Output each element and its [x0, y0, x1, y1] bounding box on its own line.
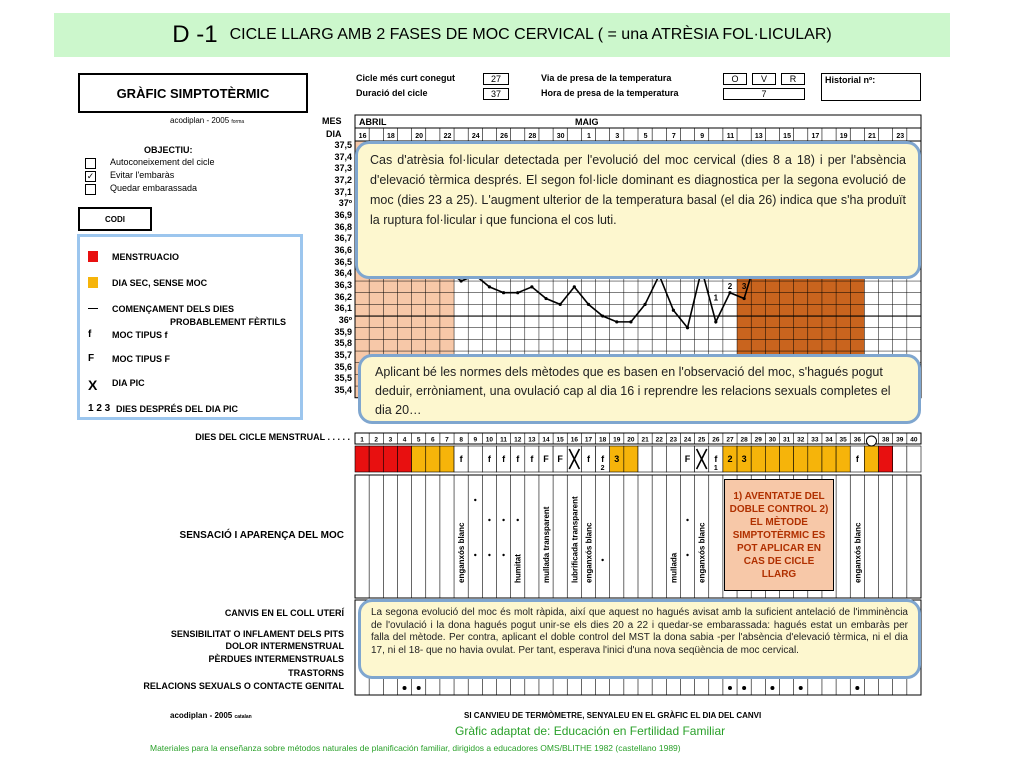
date-label: 30 — [556, 133, 565, 140]
cycle-day-number: 1 — [360, 436, 364, 444]
code-cell — [907, 446, 921, 472]
code-cell — [397, 446, 411, 472]
mucus-dot — [686, 554, 688, 556]
mucus-dot — [502, 519, 504, 521]
temperature-label: 37,4 — [334, 151, 352, 162]
post-shift-day: 3 — [741, 282, 747, 292]
mucus-dot — [488, 554, 490, 556]
brand-text: acodiplan - 2005 — [170, 116, 230, 125]
code-symbol: f — [855, 454, 859, 464]
temperature-label: 36,8 — [334, 221, 352, 232]
temperature-label: 35,6 — [334, 361, 352, 372]
temperature-label: 37,5 — [334, 140, 352, 150]
legend-symbol: 1 2 3 — [88, 403, 111, 414]
code-symbol: F — [543, 454, 549, 464]
date-label: 5 — [643, 133, 648, 140]
cycle-day-number: 8 — [459, 436, 463, 444]
date-label: 18 — [386, 133, 395, 140]
chart-code: D -1 — [172, 21, 218, 48]
cycle-day-number: 21 — [641, 436, 649, 444]
legend-symbol: X — [88, 377, 98, 393]
temperature-label: 37,1 — [334, 186, 352, 197]
mucus-description: enganxós blanc — [584, 522, 594, 583]
footer-note: SI CANVIEU DE TERMÒMETRE, SENYALEU EN EL GRÀFIC EL DIA DEL CANVI — [464, 711, 762, 720]
codi-box: CODI — [78, 207, 152, 231]
code-subscript: 2 — [600, 465, 605, 472]
month-axis-label: MES — [322, 116, 342, 126]
code-cell — [412, 446, 426, 472]
cycle-day-number: 13 — [528, 436, 536, 444]
cycle-day-number: 9 — [473, 436, 478, 444]
code-cell — [864, 446, 878, 472]
callout-bottom-text: La segona evolució del moc és molt ràpida, així que aquest no hagués avisat amb la suficient antelació de l'imminència de l'ovulació i la dona hagués pogut unir-se els dies 20 a 22 i quedar-se embarassada: hagués estat un embaràs per falla del mètode. Per contra, aplicant el doble control del MST la dona sabia -per l'absència d'elevació tèrmica, ni el dia 17, ni el 18- que no havia ovulat. Per tant, esperava l'inici d'una nova seqüència de moc cervical. — [371, 607, 908, 656]
temperature-point — [488, 285, 491, 288]
objective-label: Evitar l'embaràs — [110, 170, 175, 180]
cycle-day-number: 16 — [570, 436, 578, 444]
code-cell — [794, 446, 808, 472]
code-symbol: f — [502, 454, 506, 464]
post-shift-day: 2 — [727, 282, 733, 292]
cycle-day-number: 7 — [445, 436, 449, 444]
legend-label: MENSTRUACIO — [112, 251, 179, 262]
code-cell — [468, 446, 482, 472]
date-label: 26 — [500, 133, 508, 140]
date-label: 9 — [700, 133, 705, 140]
temperature-label: 37º — [338, 198, 352, 209]
code-cell — [440, 446, 454, 472]
code-cell — [652, 446, 666, 472]
code-cell — [638, 446, 652, 472]
temperature-label: 36,4 — [334, 268, 352, 279]
cycle-day-number: 34 — [825, 436, 833, 444]
cycle-day-number: 12 — [514, 436, 522, 444]
mucus-description: enganxós blanc — [853, 522, 863, 583]
cycle-day-number: 22 — [655, 436, 663, 444]
footer-source: Materiales para la enseñanza sobre métodos naturales de planificación familiar, dirigidos a educadores OMS/BLITHE 1982 (castellano 1989) — [150, 743, 681, 753]
cycle-day-number: 28 — [740, 436, 748, 444]
cycle-days-label: DIES DEL CICLE MENSTRUAL . . . . . — [195, 432, 350, 442]
cycle-day-number: 2 — [374, 436, 379, 444]
code-cell — [751, 446, 765, 472]
temperature-point — [728, 291, 731, 294]
mucus-dot — [474, 554, 476, 556]
time-label: Hora de presa de la temperatura — [541, 88, 679, 98]
cycle-days-label-text: DIES DEL CICLE MENSTRUAL — [195, 432, 325, 442]
cycle-day-number: 27 — [726, 436, 734, 444]
temperature-point — [672, 309, 675, 312]
temperature-label: 36,9 — [334, 210, 352, 221]
temperature-point — [743, 297, 746, 300]
temperature-point — [502, 291, 505, 294]
cycle-day-number: 40 — [910, 436, 918, 444]
chart-title: GRÀFIC SIMPTOTÈRMIC — [78, 73, 308, 113]
footer-brand-text: acodiplan - 2005 — [170, 711, 233, 720]
cycle-day-number: 18 — [599, 436, 607, 444]
route-option-r[interactable]: R — [781, 73, 805, 85]
legend-label: MOC TIPUS f — [112, 329, 168, 340]
peak-marker-circle — [866, 436, 876, 446]
temperature-label: 35,5 — [334, 373, 352, 384]
footer-brand-small: catalan — [234, 714, 252, 720]
code-symbol: 3 — [614, 454, 620, 464]
date-label: 24 — [471, 133, 480, 140]
code-symbol: f — [516, 454, 520, 464]
temperature-point — [516, 291, 519, 294]
cycle-day-number: 32 — [797, 436, 805, 444]
legend-symbol: — — [88, 303, 98, 314]
code-cell — [426, 446, 440, 472]
intercourse-dot — [417, 686, 421, 690]
code-symbol: f — [601, 454, 605, 464]
legend-label: PROBABLEMENT FÈRTILS — [170, 317, 286, 327]
cycle-day-number: 6 — [431, 436, 435, 444]
code-symbol: f — [530, 454, 534, 464]
code-cell — [666, 446, 680, 472]
date-label: 28 — [528, 133, 537, 140]
intercourse-dot — [799, 686, 803, 690]
post-shift-day: 1 — [713, 293, 719, 303]
date-label: 11 — [726, 133, 735, 140]
date-label: 17 — [811, 133, 820, 140]
objective-checkbox[interactable]: ✓ — [86, 171, 95, 181]
symptom-row-label: RELACIONS SEXUALS O CONTACTE GENITAL — [143, 681, 344, 691]
date-label: 22 — [443, 133, 452, 140]
route-label: Via de presa de la temperatura — [541, 73, 672, 83]
code-symbol: 2 — [727, 454, 733, 464]
code-symbol: 3 — [741, 454, 747, 464]
banner-title: CICLE LLARG AMB 2 FASES DE MOC CERVICAL ( = una ATRÈSIA FOL·LICULAR) — [229, 26, 832, 43]
date-label: 16 — [358, 133, 367, 140]
code-cell — [836, 446, 850, 472]
temperature-label: 37,3 — [334, 163, 352, 174]
cycle-day-number: 15 — [556, 436, 564, 444]
cycle-day-number: 25 — [698, 436, 706, 444]
temperature-point — [601, 314, 604, 317]
temperature-label: 35,9 — [334, 326, 352, 337]
temperature-point — [686, 326, 689, 329]
cycle-day-number: 24 — [683, 436, 692, 444]
cycle-day-number: 29 — [754, 436, 762, 444]
code-cell — [879, 446, 893, 472]
cycle-day-number: 39 — [896, 436, 904, 444]
intercourse-dot — [770, 686, 774, 690]
code-cell — [780, 446, 794, 472]
mucus-dot — [474, 499, 476, 501]
cycle-day-number: 10 — [485, 436, 494, 444]
code-symbol: f — [459, 454, 463, 464]
objective-title: OBJECTIU: — [144, 145, 193, 155]
date-label: 19 — [839, 133, 848, 140]
mucus-description: lubrificada transparent — [570, 496, 580, 583]
temperature-point — [530, 285, 533, 288]
cycle-day-number: 26 — [712, 436, 720, 444]
code-cell — [765, 446, 779, 472]
symptom-row-label: SENSIBILITAT O INFLAMENT DELS PITS — [170, 629, 344, 639]
cycle-day-number: 19 — [613, 436, 621, 444]
mucus-dot — [517, 519, 519, 521]
shortest-cycle-label: Cicle més curt conegut — [356, 73, 456, 83]
month-label: MAIG — [575, 117, 599, 127]
cycle-day-number: 20 — [627, 436, 635, 444]
temperature-label: 36º — [338, 315, 352, 326]
route-option-o[interactable]: O — [723, 73, 747, 85]
code-cell — [893, 446, 907, 472]
mucus-dot — [601, 559, 603, 561]
month-label: ABRIL — [359, 117, 387, 127]
intercourse-dot — [403, 686, 407, 690]
temperature-label: 36,7 — [334, 233, 352, 244]
temperature-point — [559, 303, 562, 306]
temperature-point — [460, 279, 463, 282]
history-label: Historial nº: — [825, 75, 876, 85]
code-subscript: 1 — [713, 465, 718, 472]
symptom-row-label: DOLOR INTERMENSTRUAL — [225, 641, 344, 651]
symptom-row-label: TRASTORNS — [288, 668, 344, 678]
day-axis-label: DIA — [326, 129, 342, 139]
date-label: 3 — [615, 133, 620, 140]
objective-label: Quedar embarassada — [110, 183, 198, 193]
legend-label: DIES DESPRÉS DEL DIA PIC — [116, 403, 239, 414]
callout-top-text: Cas d'atrèsia fol·licular detectada per l'evolució del moc cervical (dies 8 a 18) i per l'absència d'elevació tèrmica després. El segon fol·licle dominant es diagnostica per la segona evolució de moc (dies 23 a 25). L'augment ulterior de la temperatura basal (el dia 26) indica que s'ha produït la ruptura fol·licular i que funciona el cos luti. — [370, 153, 906, 227]
footer-adapted: Gràfic adaptat de: Educación en Fertilidad Familiar — [455, 724, 726, 738]
temperature-point — [629, 320, 632, 323]
cycle-day-number: 4 — [402, 436, 407, 444]
objective-label: Autoconeixement del cicle — [110, 157, 215, 167]
mucus-description: mullada — [669, 552, 679, 583]
sensacio-label: SENSACIÓ I APARENÇA DEL MOC — [179, 530, 344, 541]
legend-label: DIA PIC — [112, 377, 145, 388]
symptom-row-label: CANVIS EN EL COLL UTERÍ — [224, 608, 344, 618]
legend-symbol: f — [88, 329, 92, 340]
callout-middle — [358, 354, 921, 424]
cycle-day-number: 23 — [669, 436, 677, 444]
shortest-cycle-field[interactable]: 27 — [483, 73, 509, 85]
mucus-dot — [686, 519, 688, 521]
temperature-point — [544, 297, 547, 300]
cycle-length-label: Duració del cicle — [356, 88, 428, 98]
callout-bottom — [358, 599, 921, 679]
mucus-dot — [488, 519, 490, 521]
code-cell — [822, 446, 836, 472]
mucus-description: enganxós blanc — [697, 522, 707, 583]
temperature-label: 35,7 — [334, 350, 352, 361]
callout-top — [355, 141, 921, 279]
code-symbol: F — [557, 454, 563, 464]
temperature-label: 36,2 — [334, 291, 352, 302]
temperature-point — [643, 303, 646, 306]
legend-label: DIA SEC, SENSE MOC — [112, 277, 208, 288]
advantage-box: 1) AVENTATJE DEL DOBLE CONTROL 2) EL MÈTODE SIMPTOTÈRMIC ES POT APLICAR EN CAS DE CICLE LLARG — [724, 479, 834, 591]
cycle-day-number: 33 — [811, 436, 819, 444]
code-cell — [808, 446, 822, 472]
code-symbol: f — [586, 454, 590, 464]
intercourse-dot — [855, 686, 859, 690]
date-label: 15 — [783, 133, 791, 140]
date-label: 7 — [671, 133, 676, 140]
route-option-v[interactable]: V — [752, 73, 776, 85]
cycle-day-number: 35 — [839, 436, 847, 444]
temperature-point — [573, 285, 576, 288]
temperature-label: 36,5 — [334, 256, 352, 267]
time-field[interactable]: 7 — [723, 88, 805, 100]
date-label: 23 — [896, 133, 905, 140]
cycle-length-field[interactable]: 37 — [483, 88, 509, 100]
cycle-day-number: 5 — [416, 436, 421, 444]
legend-label: MOC TIPUS F — [112, 353, 170, 364]
code-symbol: f — [487, 454, 491, 464]
temperature-label: 36,1 — [334, 303, 352, 314]
code-cell — [383, 446, 397, 472]
intercourse-dot — [728, 686, 732, 690]
date-label: 21 — [868, 133, 876, 140]
temperature-label: 35,8 — [334, 338, 352, 349]
cycle-day-number: 36 — [853, 436, 861, 444]
date-label: 1 — [587, 133, 591, 140]
intercourse-dot — [742, 686, 746, 690]
callout-middle-text: Aplicant bé les normes dels mètodes que es basen en l'observació del moc, s'hagués pogut deduir, erròniament, una ovulació cap al dia 16 i reprendre les relacions sexuals completes el dia 20… — [375, 365, 891, 417]
code-symbol: f — [714, 454, 718, 464]
cycle-day-number: 30 — [768, 436, 777, 444]
symptom-row-label: PÈRDUES INTERMENSTRUALS — [208, 654, 344, 664]
temperature-point — [714, 320, 717, 323]
cycle-day-number: 14 — [542, 436, 550, 444]
mucus-dot — [502, 554, 504, 556]
temperature-point — [615, 320, 618, 323]
temperature-point — [587, 303, 590, 306]
code-cell — [355, 446, 369, 472]
code-cell — [624, 446, 638, 472]
cycle-day-number: 38 — [882, 436, 890, 444]
temperature-label: 36,6 — [334, 245, 352, 256]
cycle-day-number: 17 — [584, 436, 593, 444]
cycle-day-number: 3 — [388, 436, 393, 444]
legend-symbol: F — [88, 353, 95, 364]
brand-small: forma — [231, 119, 245, 125]
temperature-label: 37,2 — [334, 175, 352, 185]
legend-label: COMENÇAMENT DELS DIES — [112, 303, 235, 314]
mucus-description: humitat — [513, 554, 523, 583]
temperature-label: 36,3 — [334, 280, 352, 291]
mucus-description: enganxós blanc — [457, 522, 467, 583]
date-label: 20 — [415, 133, 424, 140]
cycle-day-number: 31 — [782, 436, 791, 444]
footer-brand — [170, 711, 252, 720]
cycle-day-number: 11 — [500, 436, 508, 444]
date-label: 13 — [754, 133, 763, 140]
code-symbol: F — [684, 454, 691, 464]
code-cell — [369, 446, 383, 472]
temperature-label: 35,4 — [334, 385, 352, 396]
mucus-description: mullada transparent — [542, 506, 552, 583]
